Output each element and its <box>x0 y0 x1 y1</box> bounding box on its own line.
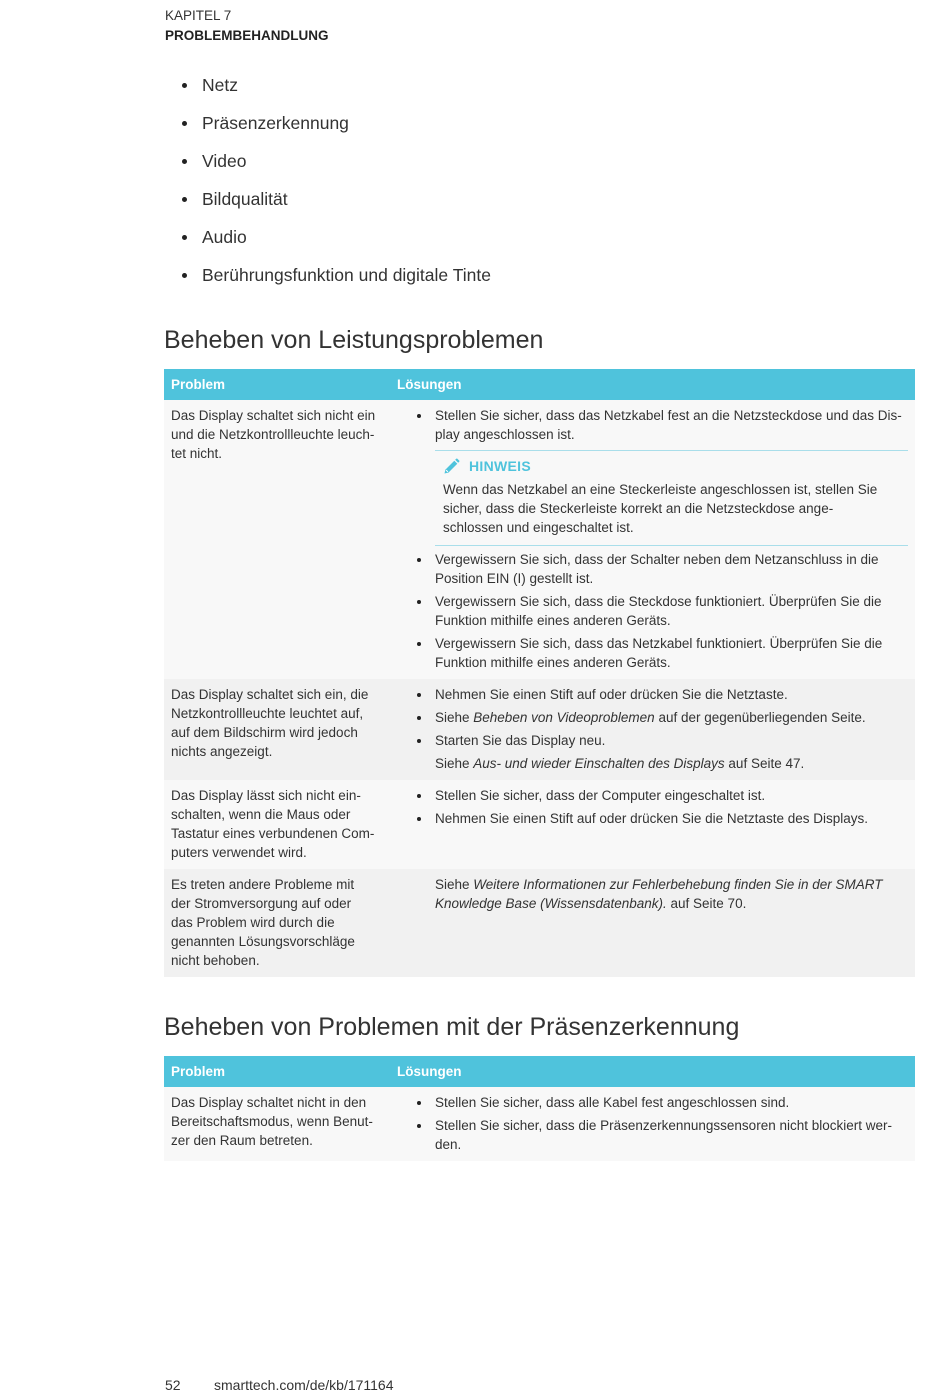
solution-line: Nehmen Sie einen Stift auf oder drücken Sie die Netztaste. <box>435 687 788 702</box>
solution-item <box>435 550 908 588</box>
solutions-cell <box>390 400 915 679</box>
note-text <box>443 480 908 537</box>
solution-line: Funktion mithilfe eines anderen Geräts. <box>435 613 671 628</box>
problem-line: und die Netzkontrollleuchte leuch- <box>171 427 375 442</box>
table-row <box>164 400 915 679</box>
solution-item <box>435 809 908 828</box>
solution-list <box>397 685 908 773</box>
table-row <box>164 780 915 869</box>
table-row <box>164 869 915 977</box>
column-header-problem: Problem <box>164 369 390 400</box>
section-heading-power: Beheben von Leistungsproblemen <box>164 326 544 354</box>
solution-line <box>435 875 908 894</box>
note-line: sicher, dass die Steckerleiste korrekt an die Netzsteckdose ange- <box>443 501 834 516</box>
solution-line <box>435 894 908 913</box>
solution-line: Stellen Sie sicher, dass die Präsenzerkennungssensoren nicht blockiert wer- <box>435 1118 892 1133</box>
see-suffix: auf der gegenüberliegenden Seite. <box>654 710 866 725</box>
problem-line: Tastatur eines verbundenen Com- <box>171 826 375 841</box>
table-header-row <box>164 1056 915 1087</box>
problem-cell <box>164 1087 390 1161</box>
problem-line: Das Display lässt sich nicht ein- <box>171 788 361 803</box>
footer-url-link[interactable]: smarttech.com/de/kb/171164 <box>214 1377 394 1393</box>
topic-list-item: Audio <box>176 218 491 256</box>
solution-line: Nehmen Sie einen Stift auf oder drücken Sie die Netztaste des Displays. <box>435 811 868 826</box>
solution-item <box>435 592 908 630</box>
solution-line: Vergewissern Sie sich, dass das Netzkabel funktioniert. Überprüfen Sie die <box>435 636 883 651</box>
solution-list <box>397 786 908 828</box>
see-suffix: auf Seite 70. <box>666 896 747 911</box>
section-heading-presence: Beheben von Problemen mit der Präsenzerkennung <box>164 1013 740 1041</box>
see-prefix: Siehe <box>435 877 474 892</box>
pencil-icon <box>443 458 460 475</box>
solution-item <box>435 1093 908 1112</box>
solution-item <box>435 406 908 444</box>
see-also-text <box>397 875 908 913</box>
solution-list <box>397 550 908 672</box>
note-header <box>443 457 908 476</box>
column-header-solutions: Lösungen <box>390 1056 915 1087</box>
problem-line: das Problem wird durch die <box>171 915 335 930</box>
problem-line: Es treten andere Probleme mit <box>171 877 355 892</box>
chapter-title: PROBLEMBEHANDLUNG <box>165 28 329 43</box>
cross-reference-link[interactable]: Weitere Informationen zur Fehlerbehebung finden Sie in der SMART <box>473 877 883 892</box>
see-prefix: Siehe <box>435 756 474 771</box>
problem-line: nicht behoben. <box>171 953 260 968</box>
solution-item <box>435 1116 908 1154</box>
topic-list-item: Berührungsfunktion und digitale Tinte <box>176 256 491 294</box>
solution-line: Stellen Sie sicher, dass der Computer eingeschaltet ist. <box>435 788 766 803</box>
chapter-label: KAPITEL 7 <box>165 8 232 23</box>
presence-troubleshooting-table <box>164 1056 915 1161</box>
power-troubleshooting-table <box>164 369 915 977</box>
solution-line: Position EIN (I) gestellt ist. <box>435 571 594 586</box>
note-label: HINWEIS <box>469 458 531 474</box>
solution-item <box>435 786 908 805</box>
note-line: Wenn das Netzkabel an eine Steckerleiste angeschlossen ist, stellen Sie <box>443 482 878 497</box>
solutions-cell <box>390 780 915 869</box>
problem-line: nichts angezeigt. <box>171 744 273 759</box>
problem-line: genannten Lösungsvorschläge <box>171 934 355 949</box>
solution-item <box>435 634 908 672</box>
see-suffix: auf Seite 47. <box>724 756 805 771</box>
problem-cell <box>164 679 390 780</box>
solution-line: play angeschlossen ist. <box>435 427 575 442</box>
table-row <box>164 1087 915 1161</box>
note-box <box>435 450 908 546</box>
solution-list <box>397 406 908 444</box>
page-footer <box>165 1376 565 1394</box>
topic-list <box>176 66 491 294</box>
problem-cell <box>164 400 390 679</box>
problem-line: Das Display schaltet sich nicht ein <box>171 408 376 423</box>
solutions-cell <box>390 869 915 977</box>
solution-line: Stellen Sie sicher, dass das Netzkabel fest an die Netzsteckdose und das Dis- <box>435 408 902 423</box>
table-header-row <box>164 369 915 400</box>
cross-reference-link[interactable]: Knowledge Base (Wissensdatenbank). <box>435 896 667 911</box>
problem-line: Bereitschaftsmodus, wenn Benut- <box>171 1114 373 1129</box>
topic-list-item: Präsenzerkennung <box>176 104 491 142</box>
solution-line: den. <box>435 1137 462 1152</box>
problem-line: tet nicht. <box>171 446 223 461</box>
problem-line: der Stromversorgung auf oder <box>171 896 352 911</box>
solution-line: Stellen Sie sicher, dass alle Kabel fest angeschlossen sind. <box>435 1095 790 1110</box>
running-head <box>165 6 329 46</box>
solution-line: Vergewissern Sie sich, dass die Steckdose funktioniert. Überprüfen Sie die <box>435 594 882 609</box>
column-header-problem: Problem <box>164 1056 390 1087</box>
note-line: schlossen und eingeschaltet ist. <box>443 520 634 535</box>
solution-see-line <box>435 754 908 773</box>
solutions-cell <box>390 679 915 780</box>
problem-cell <box>164 869 390 977</box>
solution-item <box>435 708 908 727</box>
solution-item <box>435 731 908 773</box>
table-row <box>164 679 915 780</box>
problem-line: puters verwendet wird. <box>171 845 307 860</box>
cross-reference-link[interactable]: Beheben von Videoproblemen <box>473 710 655 725</box>
problem-line: Das Display schaltet nicht in den <box>171 1095 367 1110</box>
solutions-cell <box>390 1087 915 1161</box>
solution-line: Vergewissern Sie sich, dass der Schalter neben dem Netzanschluss in die <box>435 552 879 567</box>
page-number: 52 <box>165 1377 181 1393</box>
problem-line: zer den Raum betreten. <box>171 1133 313 1148</box>
solution-list <box>397 1093 908 1154</box>
problem-line: Netzkontrollleuchte leuchtet auf, <box>171 706 364 721</box>
cross-reference-link[interactable]: Aus- und wieder Einschalten des Displays <box>473 756 725 771</box>
problem-cell <box>164 780 390 869</box>
solution-line: Starten Sie das Display neu. <box>435 733 606 748</box>
solution-line <box>435 708 908 727</box>
see-prefix: Siehe <box>435 710 474 725</box>
problem-line: schalten, wenn die Maus oder <box>171 807 351 822</box>
topic-list-item: Bildqualität <box>176 180 491 218</box>
problem-line: auf dem Bildschirm wird jedoch <box>171 725 358 740</box>
solution-line: Funktion mithilfe eines anderen Geräts. <box>435 655 671 670</box>
column-header-solutions: Lösungen <box>390 369 915 400</box>
problem-line: Das Display schaltet sich ein, die <box>171 687 369 702</box>
topic-list-item: Video <box>176 142 491 180</box>
solution-item <box>435 685 908 704</box>
topic-list-item: Netz <box>176 66 491 104</box>
